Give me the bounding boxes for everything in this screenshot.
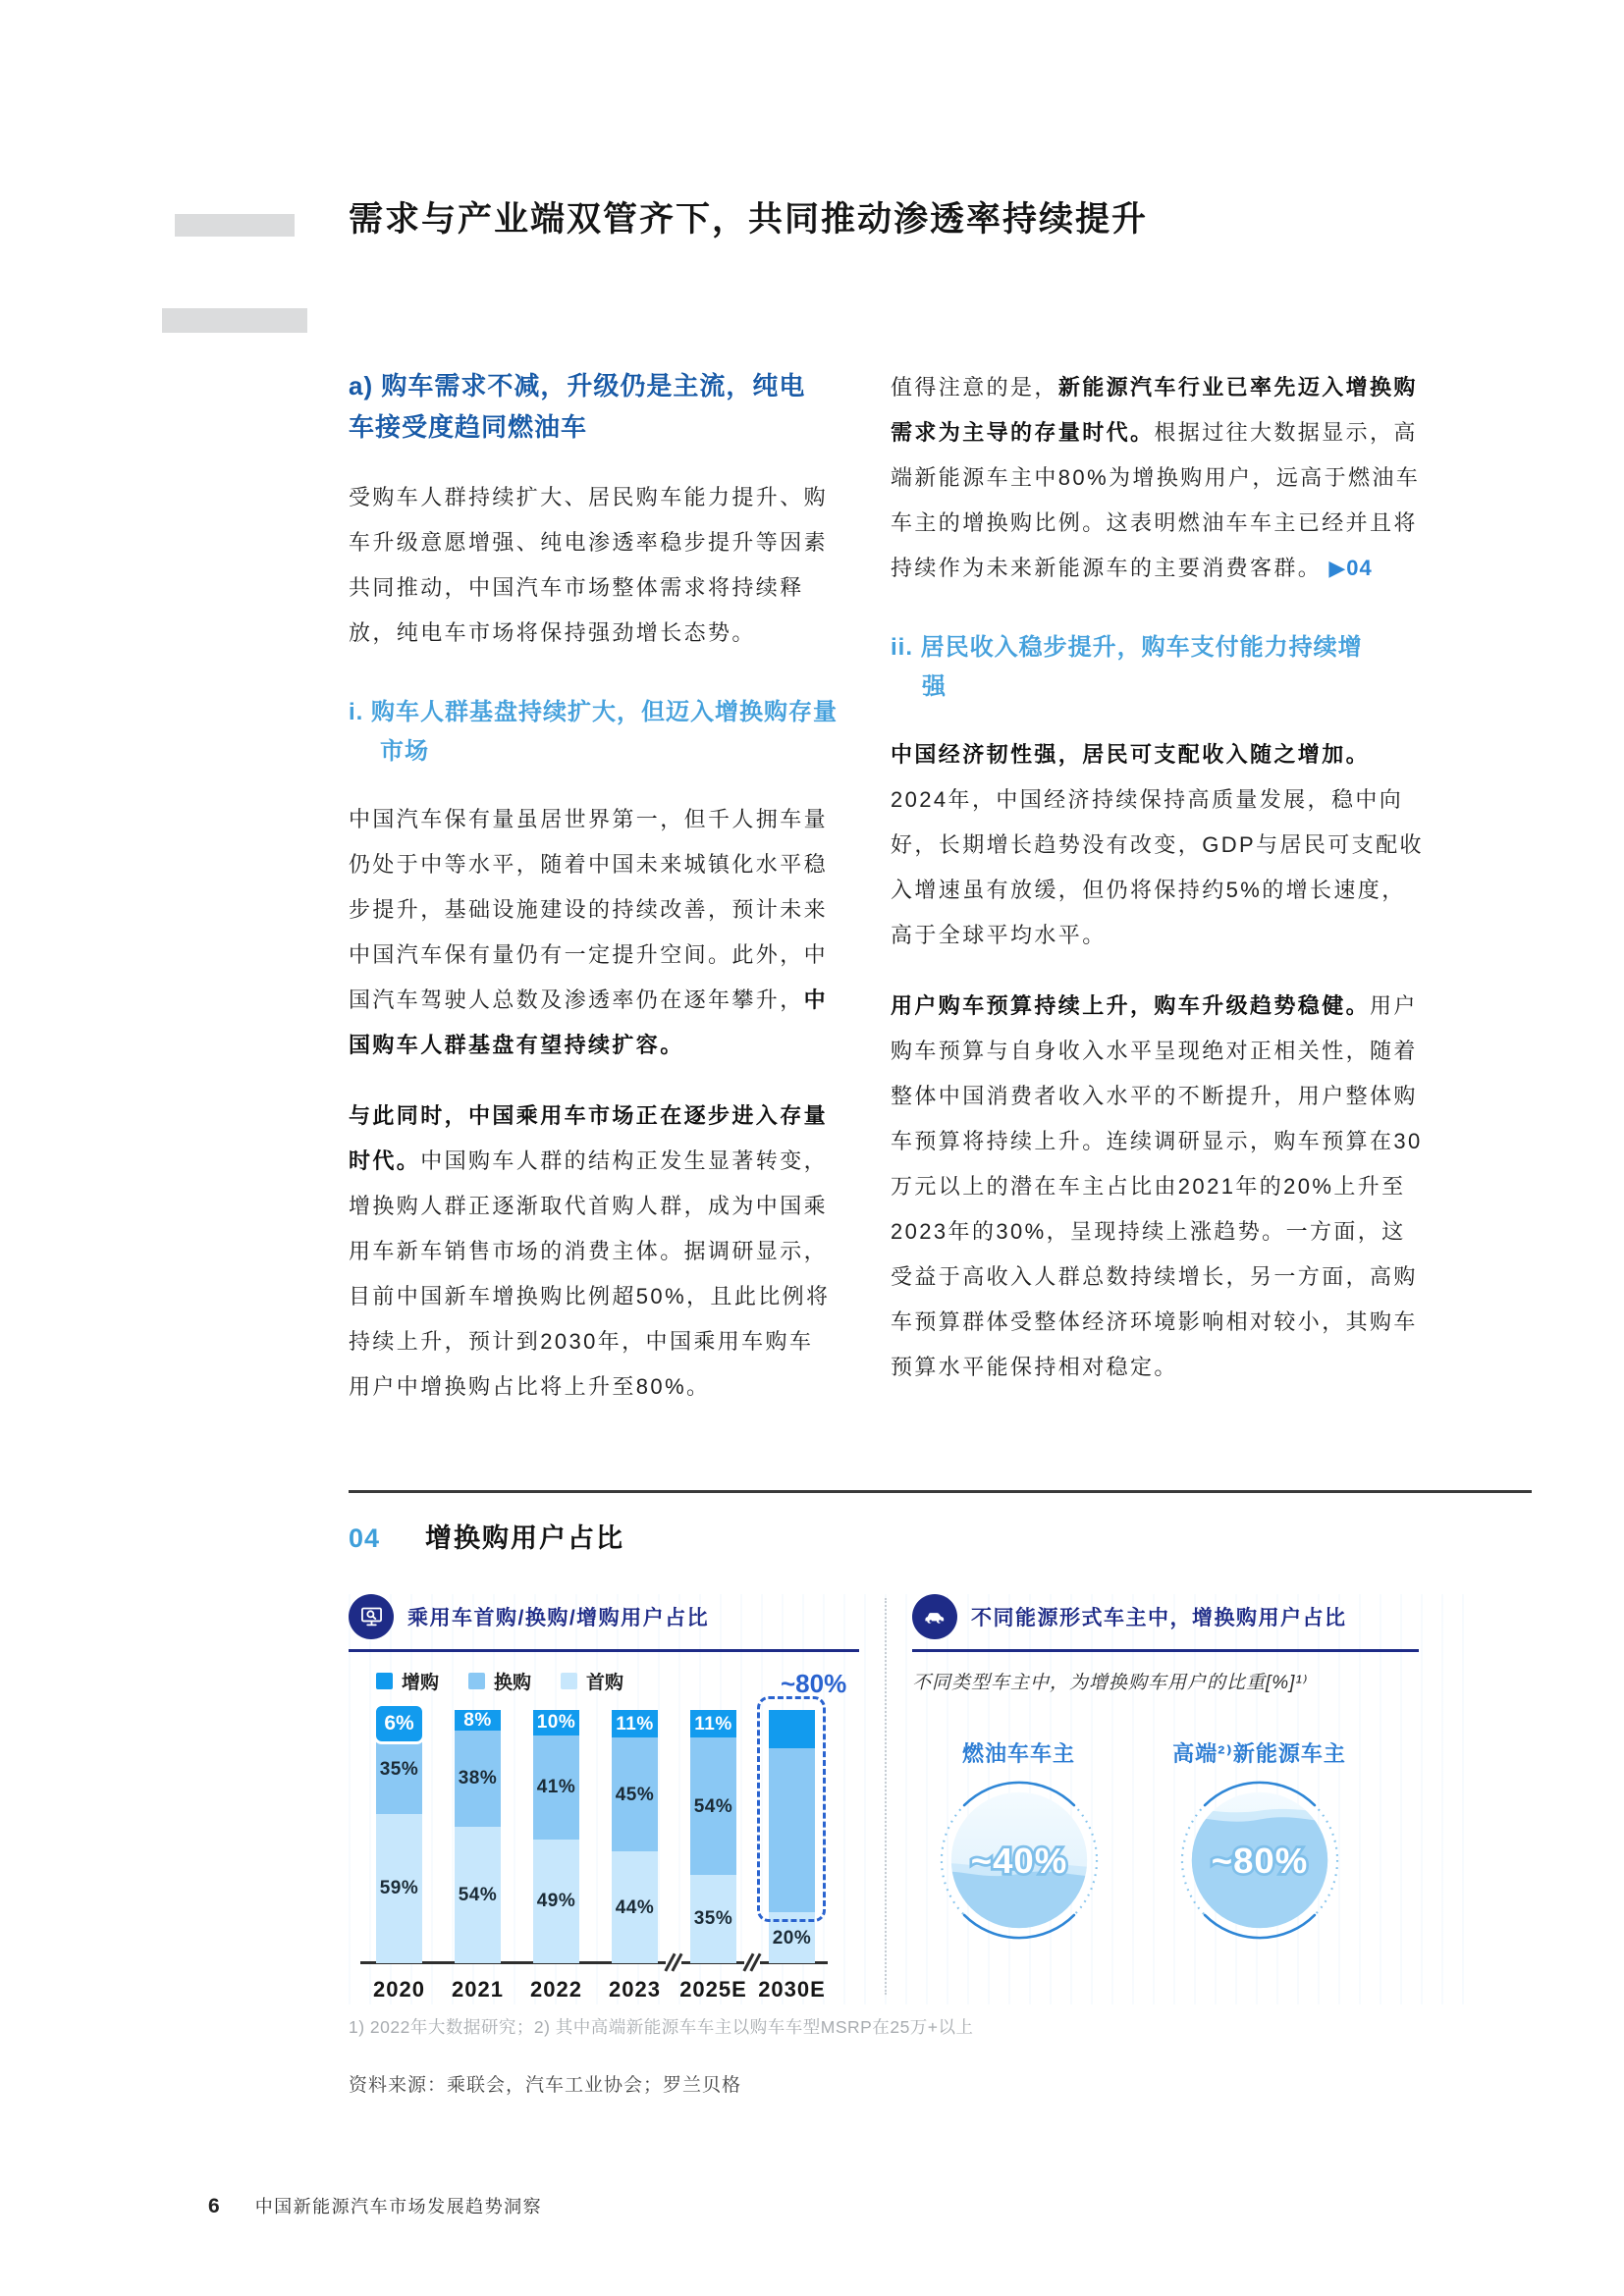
bar-segment: [455, 1710, 501, 1731]
stacked-bar-2021: [455, 1710, 501, 1963]
segment-value-label: 45%: [615, 1784, 655, 1805]
segment-value-label: 38%: [458, 1768, 498, 1789]
left-column: [349, 365, 839, 1435]
bar-segment: [533, 1710, 579, 1735]
car-owners-icon: [912, 1594, 957, 1639]
bar-segment: [612, 1710, 658, 1737]
x-axis-label: 2020: [373, 1977, 425, 2002]
stacked-bar-2023: [612, 1710, 658, 1963]
segment-value-label: 54%: [693, 1795, 733, 1817]
figure-title: 增换购用户占比: [425, 1523, 625, 1553]
decorative-gray-bar: [162, 308, 307, 333]
legend-item: 增购: [376, 1668, 439, 1694]
segment-value-label: 20%: [772, 1927, 812, 1949]
stacked-bar-2020: [376, 1710, 422, 1963]
page-title: 需求与产业端双管齐下，共同推动渗透率持续提升: [349, 200, 1149, 239]
bar-segment: [690, 1737, 736, 1874]
gauge-row: [912, 1737, 1419, 1948]
segment-value-label: 8%: [463, 1709, 492, 1731]
svg-text:~80%: ~80%: [1211, 1840, 1308, 1881]
segment-value-label: 11%: [616, 1713, 654, 1735]
x-axis-label: 2030E: [758, 1977, 826, 2002]
x-axis-label: 2025E: [679, 1977, 747, 2002]
legend-swatch: [561, 1673, 577, 1689]
gauge-label: 燃油车车主: [961, 1741, 1075, 1766]
figure-04: [349, 1490, 1532, 2097]
body-columns: [349, 365, 1426, 1435]
legend-item: 换购: [468, 1668, 531, 1694]
bar-panel-title: 乘用车首购/换购/增购用户占比: [407, 1607, 710, 1629]
gauge-panel: [912, 1594, 1419, 2004]
paragraph: 受购车人群持续扩大、居民购车能力提升、购车升级意愿增强、纯电渗透率稳步提升等因素共同推动，中国汽车市场整体需求将持续释放，纯电车市场将保持强劲增长态势。: [349, 485, 829, 645]
gauge-subtitle: 不同类型车主中，为增换购车用户的比重[%]¹⁾: [912, 1673, 1309, 1693]
footer-text: 中国新能源汽车市场发展趋势洞察: [254, 2197, 543, 2216]
decorative-gray-bar: [175, 214, 295, 237]
panel-separator: [885, 1598, 887, 1995]
segment-value-label: 54%: [458, 1884, 498, 1905]
bar-segment: [455, 1827, 501, 1963]
x-axis-label: 2022: [530, 1977, 582, 2002]
bar-segment: [376, 1814, 422, 1963]
bar-segment: [612, 1851, 658, 1963]
segment-value-label: 11%: [694, 1713, 732, 1735]
bar-segment: [612, 1737, 658, 1851]
highlight-callout: 6%: [373, 1703, 425, 1744]
paragraph: 中国经济韧性强，居民可支配收入随之增加。2024年，中国经济持续保持高质量发展，稳中向好，长期增长趋势没有改变，GDP与居民可支配收入增速虽有放缓，但仍将保持约5%的增长速度，高于全球平均水平。: [891, 742, 1424, 947]
figure-panels: [349, 1594, 1478, 2004]
nev-owners-gauge: [1168, 1737, 1350, 1948]
paragraph: 值得注意的是，新能源汽车行业已率先迈入增换购需求为主导的存量时代。根据过往大数据显示，高端新能源车主中80%为增换购用户，远高于燃油车车主的增换购比例。这表明燃油车车主已经并且将持续作为未来新能源车的主要消费客群。 ▶04: [891, 375, 1421, 580]
bar-panel-header: [349, 1594, 859, 1652]
figure-footnote: 1) 2022年大数据研究；2) 其中高端新能源车车主以购车车型MSRP在25万+以上: [349, 2017, 974, 2037]
segment-value-label: 35%: [693, 1908, 733, 1930]
dashed-highlight-box: [757, 1696, 826, 1922]
right-column: [891, 365, 1426, 1435]
x-axis-label: 2021: [452, 1977, 504, 2002]
legend-swatch: [376, 1673, 393, 1689]
legend-item: 首购: [561, 1668, 623, 1694]
stacked-bar-2025E: [690, 1710, 736, 1963]
page-number: 6: [208, 2195, 220, 2217]
paragraph: 用户购车预算持续上升，购车升级趋势稳健。用户购车预算与自身收入水平呈现绝对正相关性，随着整体中国消费者收入水平的不断提升，用户整体购车预算将持续上升。连续调研显示，购车预算在30万元以上的潜在车主占比由2021年的20%上升至2023年的30%，呈现持续上涨趋势。一方面，这受益于高收入人群总数持续增长，另一方面，高购车预算群体受整体经济环境影响相对较小，其购车预算水平能保持相对稳定。: [891, 993, 1423, 1379]
bar-segment: [376, 1710, 422, 1735]
gauge-panel-header: [912, 1594, 1419, 1652]
axis-break: [744, 1952, 760, 1972]
bar-segment: [455, 1731, 501, 1827]
page-footer: [208, 2193, 542, 2218]
svg-text:~40%: ~40%: [970, 1840, 1067, 1881]
bar-segment: [533, 1735, 579, 1840]
figure-number: 04: [349, 1523, 381, 1553]
axis-break: [666, 1952, 681, 1972]
subsection-ii-heading: ii. 居民收入稳步提升，购车支付能力持续增强: [891, 634, 1363, 700]
segment-value-label: 44%: [615, 1896, 655, 1918]
stacked-bar-2022: [533, 1710, 579, 1963]
water-gauge: [1168, 1778, 1350, 1948]
figure-source: 资料来源：乘联会，汽车工业协会；罗兰贝格: [349, 2075, 742, 2096]
gauge-panel-title: 不同能源形式车主中，增换购用户占比: [971, 1607, 1347, 1629]
section-a-heading: a) 购车需求不减，升级仍是主流，纯电车接受度趋同燃油车: [349, 371, 806, 442]
segment-value-label: 35%: [379, 1759, 419, 1781]
paragraph: 中国汽车保有量虽居世界第一，但千人拥车量仍处于中等水平，随着中国未来城镇化水平稳步提升，基础设施建设的持续改善，预计未来中国汽车保有量仍有一定提升空间。此外，中国汽车驾驶人总数及渗透率仍在逐年攀升，中国购车人群基盘有望持续扩容。: [349, 807, 829, 1057]
legend-swatch: [468, 1673, 485, 1689]
subsection-i-heading: i. 购车人群基盘持续扩大，但迈入增换购存量市场: [349, 699, 839, 765]
section-divider: [349, 1490, 1532, 1493]
segment-value-label: 41%: [536, 1777, 576, 1798]
bar-segment: [533, 1840, 579, 1963]
bar-chart-panel: [349, 1594, 859, 2004]
bar-segment: [690, 1710, 736, 1737]
bar-segment: [690, 1875, 736, 1963]
research-monitor-icon: [349, 1594, 394, 1639]
segment-value-label: 49%: [536, 1891, 576, 1912]
annotation-80pct: ~80%: [781, 1669, 847, 1698]
paragraph: 与此同时，中国乘用车市场正在逐步进入存量时代。中国购车人群的结构正发生显著转变，增换购人群正逐渐取代首购人群，成为中国乘用车新车销售市场的消费主体。据调研显示，目前中国新车增换购比例超50%，且此比例将持续上升，预计到2030年，中国乘用车购车用户中增换购占比将上升至80%。: [349, 1103, 831, 1399]
segment-value-label: 10%: [536, 1712, 576, 1734]
figure-header: [349, 1517, 1532, 1555]
stacked-bar-2030E: [769, 1669, 847, 1963]
fuel-owners-gauge: [928, 1737, 1110, 1948]
segment-value-label: 59%: [379, 1878, 419, 1899]
gauge-label: 高端²⁾新能源车主: [1172, 1741, 1346, 1766]
x-axis-label: 2023: [609, 1977, 661, 2002]
water-gauge: [928, 1778, 1110, 1948]
